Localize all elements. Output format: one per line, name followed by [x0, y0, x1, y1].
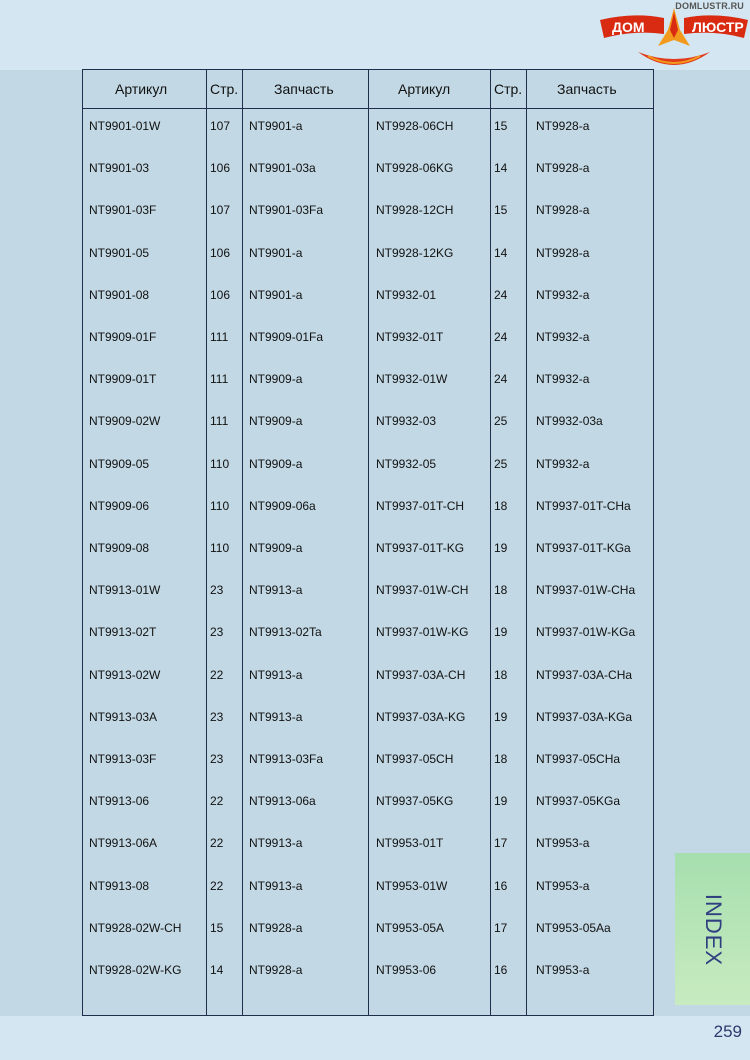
cell-right-page: 16 [494, 963, 508, 977]
page-number: 259 [713, 1022, 742, 1041]
cell-right-article: NT9932-05 [376, 456, 437, 471]
brand-url: DOMLUSTR.RU [675, 1, 744, 11]
cell-right-article: NT9932-01T [376, 330, 444, 344]
cell-left-page: 22 [210, 878, 224, 893]
header-page: Стр. [210, 81, 239, 97]
cell-right-page: 24 [494, 287, 508, 302]
col-divider [368, 70, 369, 1015]
header-part: Запчасть [274, 81, 334, 97]
brand-word-left: ДОМ [612, 19, 645, 35]
header-part: Запчасть [557, 81, 617, 97]
cell-left-page: 107 [210, 203, 231, 218]
parts-index-table [82, 69, 654, 1016]
header-article: Артикул [398, 81, 451, 97]
cell-right-page: 24 [494, 372, 508, 387]
cell-right-page: 15 [494, 119, 508, 133]
cell-left-part: NT9909-a [249, 456, 303, 471]
cell-right-article: NT9937-01T-CH [376, 498, 465, 513]
cell-right-article: NT9928-12CH [376, 203, 454, 218]
cell-right-page: 19 [494, 709, 508, 724]
cell-left-article: NT9913-06 [89, 794, 150, 809]
cell-right-page: 19 [494, 794, 508, 809]
cell-left-page: 23 [210, 583, 224, 598]
col-divider [206, 70, 207, 1015]
cell-left-article: NT9909-05 [89, 456, 150, 471]
cell-left-article: NT9913-02W [89, 667, 161, 682]
cell-right-article: NT9932-03 [376, 414, 437, 429]
cell-right-part: NT9928-a [536, 203, 590, 218]
cell-left-page: 106 [210, 161, 231, 176]
cell-right-article: NT9937-01W-CH [376, 583, 469, 598]
cell-right-article: NT9953-05A [376, 920, 445, 935]
cell-left-article: NT9928-02W-CH [89, 920, 182, 935]
cell-right-part: NT9937-03A-KGa [536, 709, 633, 724]
cell-right-page: 18 [494, 667, 508, 682]
cell-right-part: NT9937-05KGa [536, 794, 621, 809]
index-tab-label: INDEX [701, 893, 726, 967]
cell-right-article: NT9928-12KG [376, 245, 454, 260]
cell-left-page: 110 [210, 456, 230, 471]
cell-left-page: 106 [210, 287, 231, 302]
cell-right-page: 16 [494, 878, 508, 893]
cell-left-part: NT9913-06a [249, 794, 316, 809]
cell-left-article: NT9909-01F [89, 330, 157, 344]
cell-left-article: NT9913-06A [89, 836, 158, 851]
cell-right-page: 17 [494, 836, 508, 851]
cell-left-page: 110 [210, 498, 230, 513]
cell-left-article: NT9913-02T [89, 625, 157, 640]
cell-right-page: 18 [494, 498, 508, 513]
cell-left-page: 15 [210, 920, 224, 935]
col-divider [526, 70, 527, 1015]
cell-right-part: NT9932-a [536, 287, 590, 302]
cell-left-part: NT9909-a [249, 541, 303, 555]
cell-left-page: 14 [210, 963, 224, 977]
cell-right-part: NT9928-a [536, 245, 590, 260]
col-divider [490, 70, 491, 1015]
cell-right-part: NT9953-a [536, 836, 590, 851]
cell-right-part: NT9937-01W-KGa [536, 625, 636, 640]
col-divider [242, 70, 243, 1015]
cell-left-part: NT9909-06a [249, 498, 316, 513]
cell-left-page: 106 [210, 245, 231, 260]
cell-right-article: NT9932-01 [376, 287, 437, 302]
cell-right-part: NT9953-a [536, 963, 590, 977]
cell-right-part: NT9932-a [536, 330, 590, 344]
cell-left-part: NT9913-03Fa [249, 752, 324, 766]
footer-band [0, 1016, 750, 1060]
cell-right-article: NT9928-06CH [376, 119, 454, 133]
cell-left-article: NT9913-03A [89, 709, 158, 724]
cell-right-part: NT9928-a [536, 119, 590, 133]
cell-left-part: NT9909-a [249, 372, 303, 387]
cell-left-part: NT9913-a [249, 709, 303, 724]
cell-left-part: NT9901-a [249, 119, 303, 133]
cell-left-article: NT9909-08 [89, 541, 150, 555]
cell-left-part: NT9901-a [249, 287, 303, 302]
cell-right-page: 24 [494, 330, 508, 344]
cell-left-part: NT9928-a [249, 920, 303, 935]
cell-right-article: NT9953-01T [376, 836, 444, 851]
cell-left-part: NT9909-a [249, 414, 303, 429]
cell-left-article: NT9901-03F [89, 203, 157, 218]
cell-right-page: 17 [494, 920, 508, 935]
cell-right-article: NT9953-06 [376, 963, 437, 977]
cell-left-page: 22 [210, 836, 224, 851]
cell-right-page: 18 [494, 752, 508, 766]
cell-left-page: 23 [210, 752, 224, 766]
cell-right-page: 25 [494, 414, 508, 429]
cell-right-article: NT9937-05KG [376, 794, 454, 809]
header-page: Стр. [494, 81, 523, 97]
cell-right-part: NT9937-01W-CHa [536, 583, 636, 598]
cell-left-part: NT9901-a [249, 245, 303, 260]
cell-right-article: NT9937-03A-KG [376, 709, 466, 724]
brand-word-right: ЛЮСТР [692, 19, 744, 35]
cell-left-article: NT9909-01T [89, 372, 157, 387]
cell-right-page: 25 [494, 456, 508, 471]
cell-right-article: NT9937-01W-KG [376, 625, 469, 640]
cell-right-part: NT9953-05Aa [536, 920, 611, 935]
cell-left-part: NT9913-a [249, 836, 303, 851]
cell-left-part: NT9909-01Fa [249, 330, 324, 344]
cell-left-page: 111 [210, 414, 229, 429]
cell-right-part: NT9928-a [536, 161, 590, 176]
cell-right-part: NT9932-a [536, 372, 590, 387]
cell-right-part: NT9932-a [536, 456, 590, 471]
cell-right-part: NT9953-a [536, 878, 590, 893]
cell-right-article: NT9953-01W [376, 878, 448, 893]
cell-left-page: 23 [210, 709, 224, 724]
cell-left-article: NT9909-06 [89, 498, 150, 513]
cell-left-part: NT9901-03Fa [249, 203, 324, 218]
cell-right-part: NT9932-03a [536, 414, 603, 429]
cell-right-page: 19 [494, 541, 508, 555]
cell-right-part: NT9937-01T-KGa [536, 541, 631, 555]
cell-right-page: 19 [494, 625, 508, 640]
cell-right-article: NT9937-05CH [376, 752, 454, 766]
cell-left-part: NT9913-a [249, 667, 303, 682]
cell-left-page: 22 [210, 667, 224, 682]
cell-right-part: NT9937-01T-CHa [536, 498, 631, 513]
cell-left-page: 110 [210, 541, 230, 555]
header-article: Артикул [115, 81, 168, 97]
cell-left-part: NT9913-02Ta [249, 625, 322, 640]
cell-left-part: NT9913-a [249, 878, 303, 893]
cell-right-article: NT9932-01W [376, 372, 448, 387]
cell-right-article: NT9937-03A-CH [376, 667, 466, 682]
cell-left-article: NT9913-08 [89, 878, 150, 893]
brand-logo [598, 0, 750, 72]
cell-left-part: NT9928-a [249, 963, 303, 977]
cell-right-page: 15 [494, 203, 508, 218]
cell-left-page: 111 [210, 330, 229, 344]
cell-left-article: NT9901-05 [89, 245, 150, 260]
cell-left-article: NT9901-08 [89, 287, 150, 302]
index-tab-label-wrap [683, 885, 743, 975]
cell-left-page: 23 [210, 625, 224, 640]
cell-left-page: 111 [210, 372, 229, 387]
cell-right-page: 14 [494, 245, 508, 260]
cell-left-page: 107 [210, 119, 231, 133]
cell-left-article: NT9901-01W [89, 119, 161, 133]
cell-left-article: NT9928-02W-KG [89, 963, 182, 977]
cell-left-article: NT9913-01W [89, 583, 161, 598]
cell-left-page: 22 [210, 794, 224, 809]
cell-right-page: 18 [494, 583, 508, 598]
cell-left-article: NT9913-03F [89, 752, 157, 766]
cell-right-page: 14 [494, 161, 508, 176]
cell-right-article: NT9937-01T-KG [376, 541, 465, 555]
cell-right-part: NT9937-05CHa [536, 752, 621, 766]
cell-left-part: NT9901-03a [249, 161, 316, 176]
cell-left-article: NT9901-03 [89, 161, 150, 176]
cell-left-article: NT9909-02W [89, 414, 161, 429]
cell-right-article: NT9928-06KG [376, 161, 454, 176]
cell-left-part: NT9913-a [249, 583, 303, 598]
cell-right-part: NT9937-03A-CHa [536, 667, 633, 682]
